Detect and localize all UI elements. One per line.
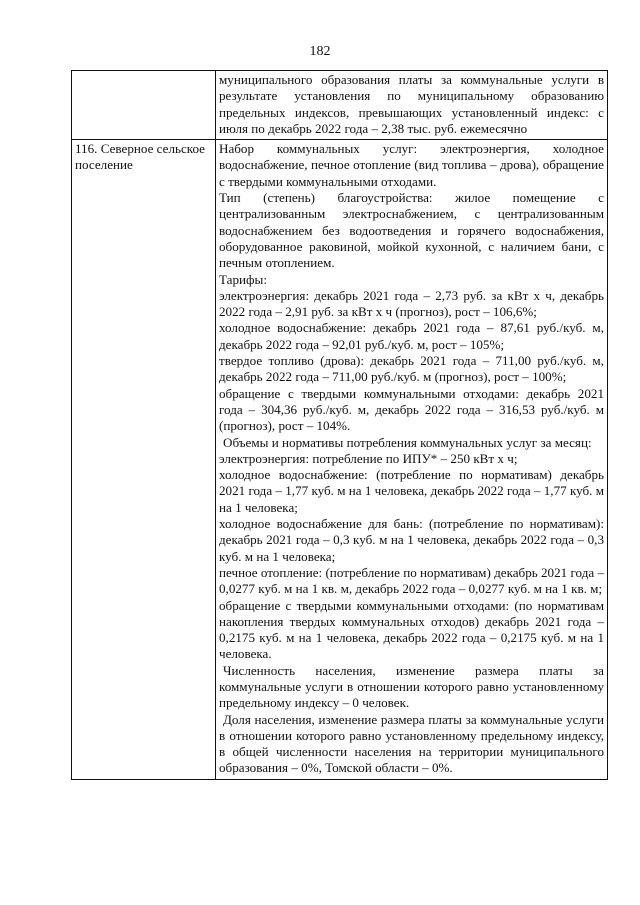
paragraph: холодное водоснабжение: (потребление по нормативам) декабрь 2021 года – 1,77 куб. м на 1 человека, декабрь 2022 года – 1,77 куб. м на 1 человека; [219, 467, 604, 515]
paragraph: муниципального образования платы за коммунальные услуги в результате установления по муниципальному образованию предельных индексов, превышающих установленный индекс: с июля по декабрь 2022 года – 2,38 тыс. руб. ежемесячно [219, 72, 604, 136]
paragraph: Численность населения, изменение размера платы за коммунальные услуги в отношении которого равно установленному предельному индексу – 0 человек. [219, 662, 604, 711]
paragraph: Объемы и нормативы потребления коммунальных услуг за месяц: [223, 434, 592, 450]
paragraph: печное отопление: (потребление по нормативам) декабрь 2021 года – 0,0277 куб. м на 1 кв. м, декабрь 2022 года – 0,0277 куб. м на 1 кв. м; [219, 564, 604, 597]
paragraph: Набор коммунальных услуг: электроэнергия, холодное водоснабжение, печное отопление (вид топлива – дрова), обращение с твердыми коммунальными отходами. [219, 141, 604, 189]
paragraph: холодное водоснабжение: декабрь 2021 года – 87,61 руб./куб. м, декабрь 2022 года – 92,01 руб./куб. м, рост – 105%; [219, 320, 604, 352]
tariff-table [71, 70, 608, 780]
description-cell [216, 71, 608, 140]
municipality-name: 116. Северное сельское поселение [75, 141, 205, 173]
page-number: 182 [309, 44, 331, 59]
municipality-cell [72, 71, 216, 140]
description-cell [216, 140, 608, 780]
table-row [72, 140, 608, 780]
paragraph: Тип (степень) благоустройства: жилое помещение с централизованным электроснабжением, с централизованным водоснабжением без водоотведения и горячего водоснабжения, оборудованное раковиной, мойкой кухонной, с наличием бани, с печным отоплением. [219, 190, 604, 271]
municipality-cell [72, 140, 216, 780]
table-row [72, 71, 608, 140]
paragraph: обращение с твердыми коммунальными отходами: (по нормативам накопления твердых коммунальных отходов) декабрь 2021 года – 0,2175 куб. м на 1 человека, декабрь 2022 года – 0,2175 куб. м на 1 человека. [219, 597, 604, 662]
paragraph: обращение с твердыми коммунальными отходами: декабрь 2021 года – 304,36 руб./куб. м, декабрь 2022 года – 316,53 руб./куб. м (прогноз), рост – 104%. [219, 385, 604, 434]
paragraph: Доля населения, изменение размера платы за коммунальные услуги в отношении которого равно установленному предельному индексу, в общей численности населения на территории муниципального образования – 0%, Томской области – 0%. [219, 711, 604, 776]
paragraph: твердое топливо (дрова): декабрь 2021 года – 711,00 руб./куб. м, декабрь 2022 года – 711,00 руб./куб. м (прогноз), рост – 100%; [219, 353, 604, 385]
paragraph: холодное водоснабжение для бань: (потребление по нормативам): декабрь 2021 года – 0,3 куб. м на 1 человека, декабрь 2022 года – 0,3 куб. м на 1 человека; [219, 516, 604, 564]
paragraph: электроэнергия: потребление по ИПУ* – 250 кВт х ч; [219, 450, 518, 466]
paragraph: электроэнергия: декабрь 2021 года – 2,73 руб. за кВт х ч, декабрь 2022 года – 2,91 руб. за кВт х ч (прогноз), рост – 106,6%; [219, 287, 604, 320]
paragraph: Тарифы: [219, 271, 267, 287]
